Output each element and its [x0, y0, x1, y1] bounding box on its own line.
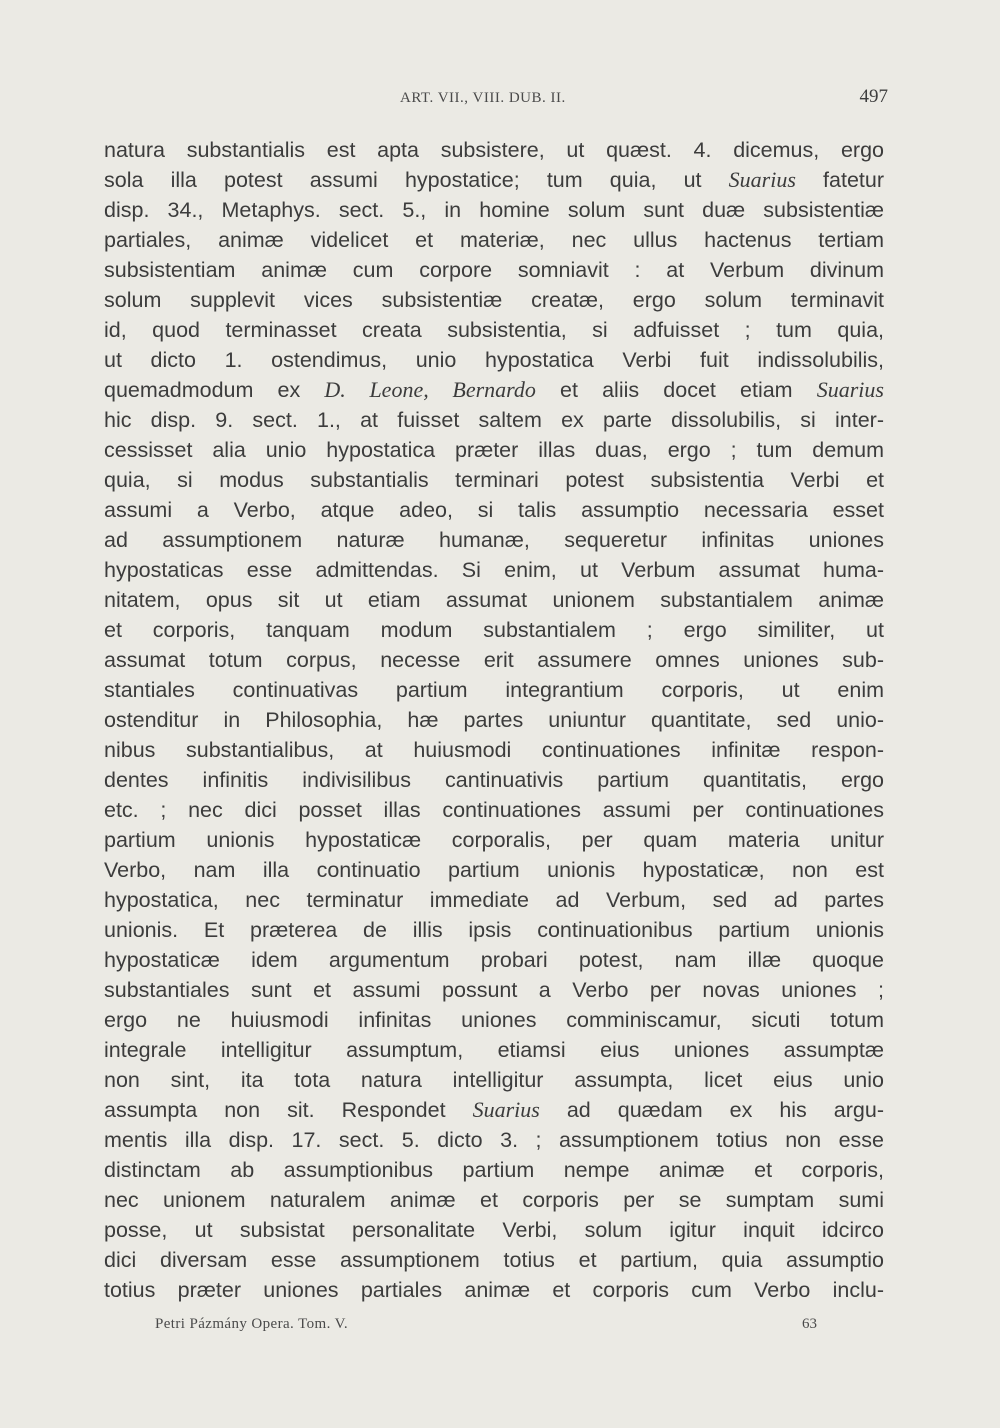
text-line: [104, 255, 884, 285]
text-run: etc. ; nec dici posset illas continuationes assumi per continuationes: [104, 798, 884, 822]
text-run: ad assumptionem naturæ humanæ, sequeretur infinitas uniones: [104, 528, 884, 552]
footer-sheet-number: 63: [802, 1316, 817, 1332]
text-run: sola illa potest assumi hypostatice; tum quia, ut: [104, 168, 729, 192]
text-line: [104, 495, 884, 525]
text-line: [104, 1035, 884, 1065]
text-line: [104, 135, 884, 165]
text-line: [104, 705, 884, 735]
running-head: [0, 86, 1000, 110]
text-line: [104, 825, 884, 855]
text-run: hypostatica, nec terminatur immediate ad Verbum, sed ad partes: [104, 888, 884, 912]
text-run: assumpta non sit. Respondet: [104, 1098, 473, 1122]
text-line: [104, 855, 884, 885]
text-run: quia, si modus substantialis terminari potest subsistentia Verbi et: [104, 468, 884, 492]
text-line: [104, 1095, 884, 1125]
text-run: cessisset alia unio hypostatica præter illas duas, ergo ; tum demum: [104, 438, 884, 462]
text-run: distinctam ab assumptionibus partium nempe animæ et corporis,: [104, 1158, 884, 1182]
text-run: ad quædam ex his argu-: [539, 1098, 884, 1122]
text-run: assumi a Verbo, atque adeo, si talis assumptio necessaria esset: [104, 498, 884, 522]
text-line: [104, 915, 884, 945]
text-run: posse, ut subsistat personalitate Verbi, solum igitur inquit idcirco: [104, 1218, 884, 1242]
body-text: [104, 135, 884, 1305]
text-line: [104, 435, 884, 465]
text-line: [104, 615, 884, 645]
text-line: [104, 1005, 884, 1035]
text-line: [104, 375, 884, 405]
text-run: nibus substantialibus, at huiusmodi continuationes infinitæ respon-: [104, 738, 884, 762]
text-line: [104, 165, 884, 195]
text-run: nitatem, opus sit ut etiam assumat unionem substantialem animæ: [104, 588, 884, 612]
text-run: et aliis docet etiam: [535, 378, 817, 402]
text-line: [104, 675, 884, 705]
text-line: [104, 765, 884, 795]
text-run: integrale intelligitur assumptum, etiamsi eius uniones assumptæ: [104, 1038, 884, 1062]
text-run: ut dicto 1. ostendimus, unio hypostatica Verbi fuit indissolubilis,: [104, 348, 884, 372]
text-run: id, quod terminasset creata subsistentia, si adfuisset ; tum quia,: [104, 318, 884, 342]
italic-name: D. Leone, Bernardo: [324, 377, 536, 402]
italic-name: Suarius: [728, 167, 796, 192]
footer-signature: Petri Pázmány Opera. Tom. V.: [155, 1316, 349, 1332]
text-run: solum supplevit vices subsistentiæ creatæ, ergo solum terminavit: [104, 288, 884, 312]
italic-name: Suarius: [816, 377, 884, 402]
text-line: [104, 585, 884, 615]
text-line: [104, 225, 884, 255]
text-line: [104, 315, 884, 345]
text-line: [104, 975, 884, 1005]
text-line: [104, 555, 884, 585]
text-line: [104, 1215, 884, 1245]
text-run: assumat totum corpus, necesse erit assumere omnes uniones sub-: [104, 648, 884, 672]
text-run: natura substantialis est apta subsistere, ut quæst. 4. dicemus, ergo: [104, 138, 884, 162]
text-line: [104, 885, 884, 915]
text-line: [104, 645, 884, 675]
text-line: [104, 525, 884, 555]
text-run: hypostaticas esse admittendas. Si enim, ut Verbum assumat huma-: [104, 558, 884, 582]
text-line: [104, 1185, 884, 1215]
text-run: partium unionis hypostaticæ corporalis, per quam materia unitur: [104, 828, 884, 852]
page-footer: [0, 1316, 1000, 1340]
italic-name: Suarius: [472, 1097, 540, 1122]
text-run: stantiales continuativas partium integrantium corporis, ut enim: [104, 678, 884, 702]
text-run: hypostaticæ idem argumentum probari potest, nam illæ quoque: [104, 948, 884, 972]
text-run: unionis. Et præterea de illis ipsis continuationibus partium unionis: [104, 918, 884, 942]
page-number: 497: [859, 86, 888, 107]
text-line: [104, 945, 884, 975]
text-line: [104, 1125, 884, 1155]
text-run: mentis illa disp. 17. sect. 5. dicto 3. ; assumptionem totius non esse: [104, 1128, 884, 1152]
text-line: [104, 405, 884, 435]
text-run: hic disp. 9. sect. 1., at fuisset saltem ex parte dissolubilis, si inter-: [104, 408, 884, 432]
text-line: [104, 1155, 884, 1185]
text-run: totius præter uniones partiales animæ et corporis cum Verbo inclu-: [104, 1278, 884, 1302]
text-run: quemadmodum ex: [104, 378, 325, 402]
text-run: partiales, animæ videlicet et materiæ, nec ullus hactenus tertiam: [104, 228, 884, 252]
text-line: [104, 735, 884, 765]
text-run: dentes infinitis indivisilibus cantinuativis partium quantitatis, ergo: [104, 768, 884, 792]
text-run: ostenditur in Philosophia, hæ partes uniuntur quantitate, sed unio-: [104, 708, 884, 732]
text-run: fatetur: [795, 168, 884, 192]
text-run: subsistentiam animæ cum corpore somniavit : at Verbum divinum: [104, 258, 884, 282]
text-run: disp. 34., Metaphys. sect. 5., in homine solum sunt duæ subsistentiæ: [104, 198, 884, 222]
text-line: [104, 345, 884, 375]
text-run: dici diversam esse assumptionem totius et partium, quia assumptio: [104, 1248, 884, 1272]
text-run: substantiales sunt et assumi possunt a Verbo per novas uniones ;: [104, 978, 884, 1002]
text-line: [104, 1245, 884, 1275]
running-head-title: ART. VII., VIII. DUB. II.: [400, 90, 566, 106]
text-line: [104, 795, 884, 825]
text-run: ergo ne huiusmodi infinitas uniones comminiscamur, sicuti totum: [104, 1008, 884, 1032]
text-run: Verbo, nam illa continuatio partium unionis hypostaticæ, non est: [104, 858, 884, 882]
text-run: et corporis, tanquam modum substantialem ; ergo similiter, ut: [104, 618, 884, 642]
text-run: nec unionem naturalem animæ et corporis per se sumptam sumi: [104, 1188, 884, 1212]
text-line: [104, 1275, 884, 1305]
text-line: [104, 465, 884, 495]
text-line: [104, 1065, 884, 1095]
text-line: [104, 285, 884, 315]
text-line: [104, 195, 884, 225]
text-run: non sint, ita tota natura intelligitur assumpta, licet eius unio: [104, 1068, 884, 1092]
